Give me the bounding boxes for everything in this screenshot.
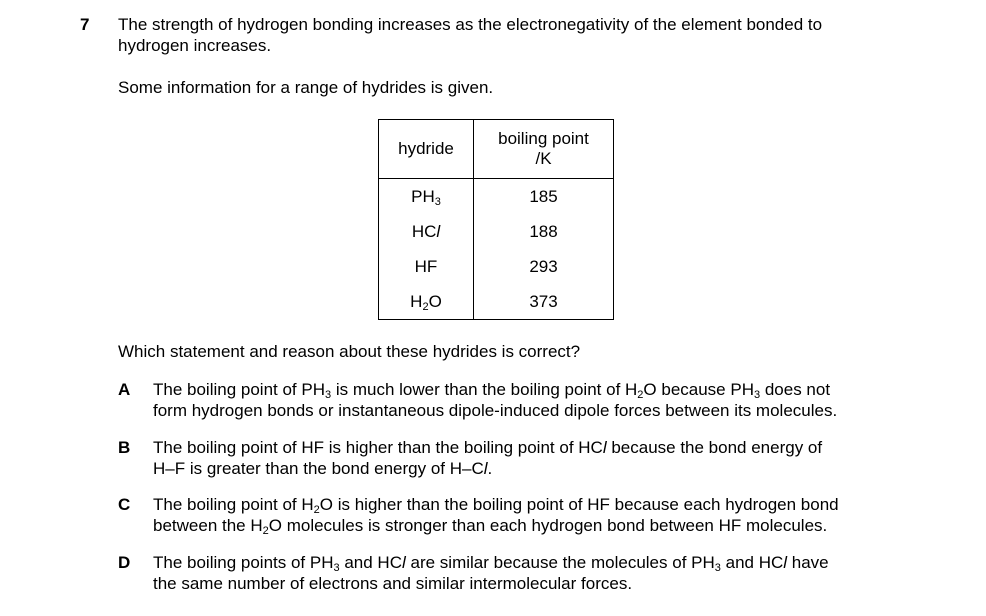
option-letter: C — [118, 495, 131, 514]
option-d-line1: The boiling points of $PH_3$ and HCl are similar because the molecules of $PH_3$ and HCl have — [153, 553, 829, 574]
header-hydride: hydride — [379, 120, 474, 179]
table-row — [379, 284, 614, 320]
stem-line-2: hydrogen increases. — [118, 36, 272, 55]
intro-text: Some information for a range of hydrides is given. — [118, 78, 494, 97]
cell-boiling-point: 185 — [529, 186, 558, 206]
option-letter: D — [118, 553, 131, 572]
hydride-table — [378, 119, 614, 320]
option-letter: A — [118, 380, 131, 399]
option-b-line1: The boiling point of HF is higher than the boiling point of HCl because the bond energy of — [153, 438, 823, 457]
header-bp-line1: boiling point — [498, 129, 589, 148]
cell-hydride: HCl — [379, 214, 474, 249]
cell-hydride: HF — [379, 249, 474, 284]
table-row — [379, 214, 614, 249]
question-stem — [118, 14, 918, 56]
option-letter: B — [118, 438, 131, 457]
cell-hydride: $H_2O$ — [379, 284, 474, 320]
option-text — [153, 379, 915, 421]
cell-boiling-point: 373 — [529, 291, 558, 311]
option-text — [153, 552, 915, 594]
option-d-line2: the same number of electrons and similar intermolecular forces. — [153, 574, 633, 593]
header-boiling-point — [474, 120, 614, 179]
option-b-line2: H–F is greater than the bond energy of H–Cl. — [153, 459, 493, 478]
option-a-line2: form hydrogen bonds or instantaneous dipole-induced dipole forces between its molecules. — [153, 401, 838, 420]
header-bp-line2: /K — [535, 149, 552, 168]
option-text — [153, 494, 915, 536]
question-prompt: Which statement and reason about these hydrides is correct? — [118, 342, 581, 361]
cell-boiling-point: 293 — [529, 256, 558, 276]
table-row — [379, 249, 614, 284]
option-c-line1: The boiling point of $H_2O$ is higher than the boiling point of HF because each hydrogen bond — [153, 495, 839, 516]
cell-boiling-point: 188 — [529, 221, 558, 241]
question-number: 7 — [80, 15, 90, 34]
stem-line-1: The strength of hydrogen bonding increases as the electronegativity of the element bonded to — [118, 15, 823, 34]
table-header-row — [379, 120, 614, 179]
option-a-line1: The boiling point of $PH_3$ is much lower than the boiling point of $H_2O$ because $PH_3$ does not — [153, 380, 831, 401]
table-row — [379, 179, 614, 215]
option-c-line2: between the $H_2O$ molecules is stronger than each hydrogen bond between HF molecules. — [153, 516, 828, 537]
cell-hydride: $PH_3$ — [379, 179, 474, 215]
option-text — [153, 437, 915, 479]
